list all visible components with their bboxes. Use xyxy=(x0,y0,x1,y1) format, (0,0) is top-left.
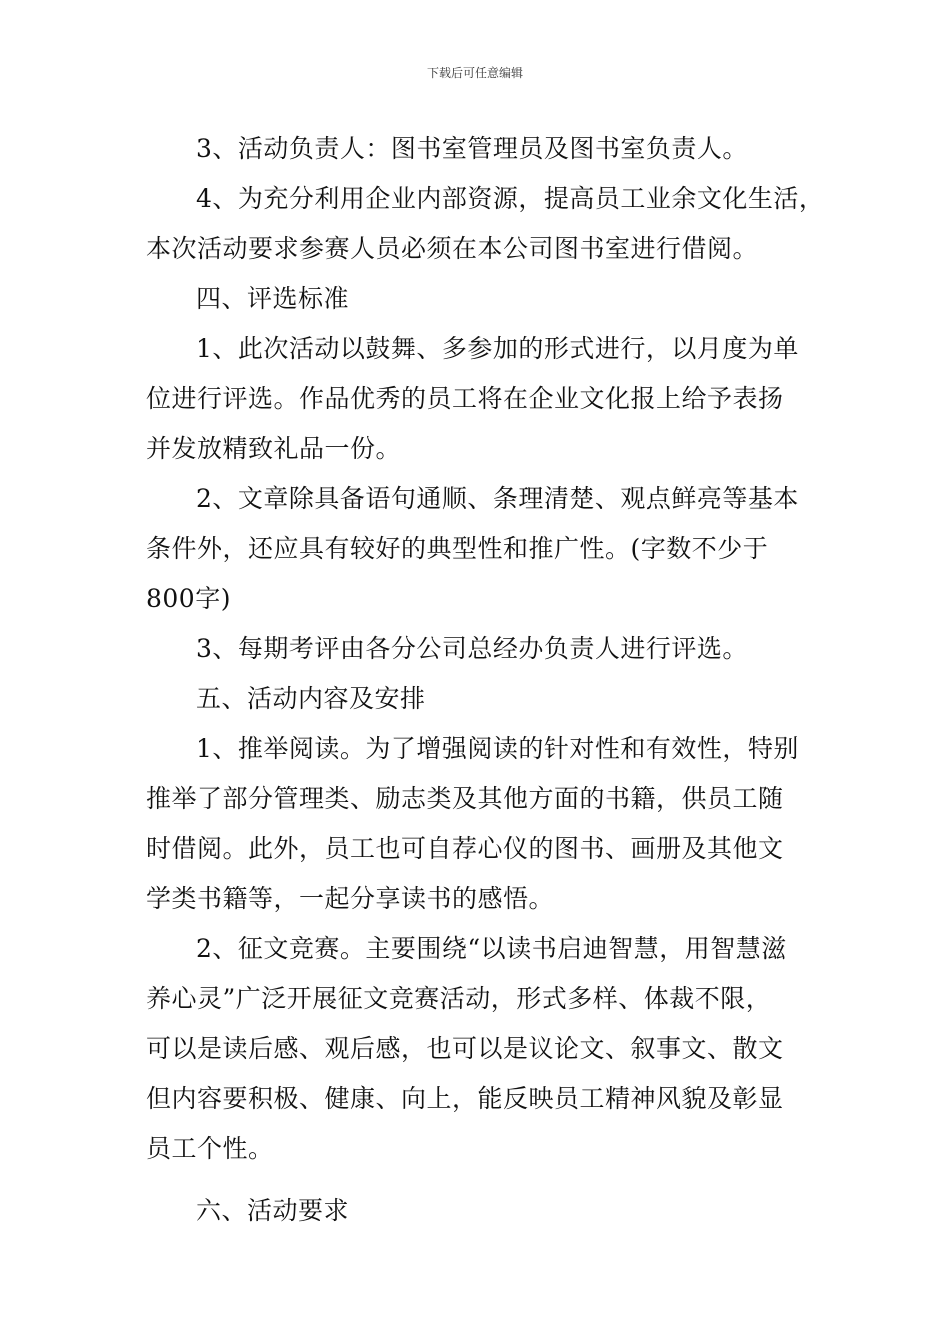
text-line: 并发放精致礼品一份。 xyxy=(146,434,402,463)
text-line: 五、活动内容及安排 xyxy=(196,684,426,713)
text-line: 四、评选标准 xyxy=(196,284,350,313)
text-line: 员工个性。 xyxy=(146,1134,274,1163)
text-line: 但内容要积极、健康、向上，能反映员工精神风貌及彰显 xyxy=(146,1084,784,1113)
text-line: 可以是读后感、观后感，也可以是议论文、叙事文、散文 xyxy=(146,1034,784,1063)
text-line: 3、活动负责人：图书室管理员及图书室负责人。 xyxy=(196,134,748,163)
text-line: 位进行评选。作品优秀的员工将在企业文化报上给予表扬 xyxy=(146,384,784,413)
page-header: 下载后可任意编辑 xyxy=(426,66,523,80)
text-line: 时借阅。此外，员工也可自荐心仪的图书、画册及其他文 xyxy=(146,834,784,863)
text-line: 2、征文竞赛。主要围绕“以读书启迪智慧，用智慧滋 xyxy=(196,934,787,963)
paragraph xyxy=(146,124,818,174)
text-line: 3、每期考评由各分公司总经办负责人进行评选。 xyxy=(196,634,748,663)
spacer xyxy=(146,1174,818,1186)
text-line: 800字) xyxy=(146,584,231,613)
paragraph xyxy=(146,724,818,924)
text-line: 条件外，还应具有较好的典型性和推广性。(字数不少于 xyxy=(146,534,769,563)
text-line: 推举了部分管理类、励志类及其他方面的书籍，供员工随 xyxy=(146,784,784,813)
paragraph xyxy=(146,474,818,624)
text-line: 学类书籍等，一起分享读书的感悟。 xyxy=(146,884,555,913)
text-line: 1、推举阅读。为了增强阅读的针对性和有效性，特别 xyxy=(196,734,799,763)
paragraph xyxy=(146,924,818,1174)
section-heading xyxy=(146,274,818,324)
text-line: 养心灵”广泛开展征文竞赛活动，形式多样、体裁不限， xyxy=(146,984,772,1013)
text-line: 1、此次活动以鼓舞、多参加的形式进行，以月度为单 xyxy=(196,334,799,363)
paragraph xyxy=(146,324,818,474)
section-heading xyxy=(146,1186,818,1236)
document-body xyxy=(146,124,825,1236)
paragraph xyxy=(146,174,825,274)
text-line: 4、为充分利用企业内部资源，提高员工业余文化生活， xyxy=(196,184,825,213)
section-heading xyxy=(146,674,818,724)
paragraph xyxy=(146,624,818,674)
text-line: 六、活动要求 xyxy=(196,1196,350,1225)
text-line: 本次活动要求参赛人员必须在本公司图书室进行借阅。 xyxy=(146,234,759,263)
text-line: 2、文章除具备语句通顺、条理清楚、观点鲜亮等基本 xyxy=(196,484,799,513)
